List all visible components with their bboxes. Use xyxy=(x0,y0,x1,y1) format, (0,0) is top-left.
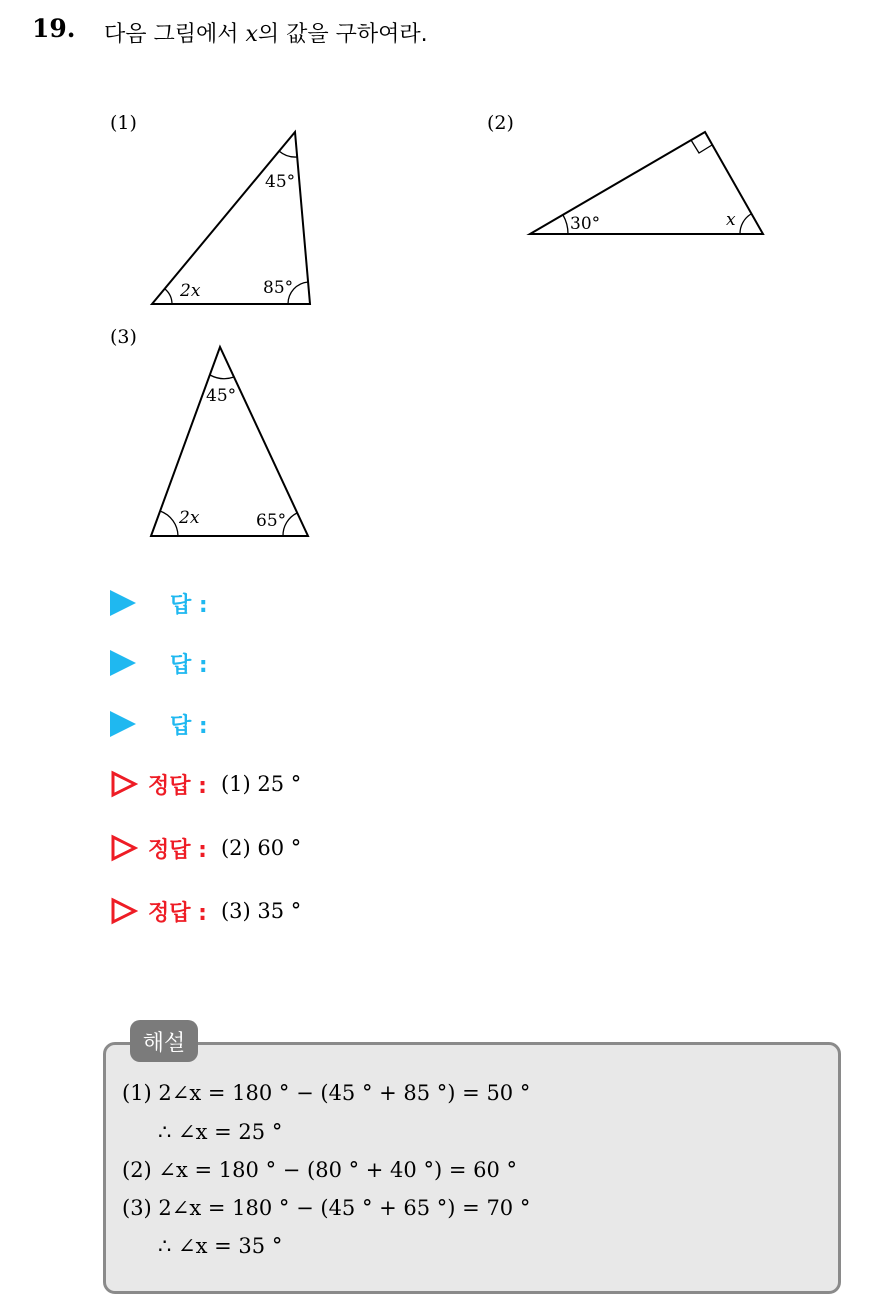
triangle-1-left-arc xyxy=(165,289,172,304)
triangle-3-shape xyxy=(151,347,308,536)
play-triangle-icon xyxy=(110,711,136,737)
triangle-1 xyxy=(152,132,310,304)
outline-triangle-icon xyxy=(110,897,138,925)
question-text-before: 다음 그림에서 xyxy=(104,22,246,47)
question-number: 19. xyxy=(32,14,76,43)
answer-label-3: 답 : xyxy=(170,713,208,739)
triangle-2-right-angle-mark xyxy=(691,140,712,153)
triangle-1-top-arc xyxy=(279,151,297,157)
play-triangle-icon xyxy=(110,590,136,616)
solution-line-2: ∴ ∠x = 25 ° xyxy=(158,1120,283,1144)
answer-label-1: 답 : xyxy=(170,592,208,618)
figure-1-label: (1) xyxy=(110,112,137,134)
correct-row-2 xyxy=(110,832,301,864)
solution-line-5: ∴ ∠x = 35 ° xyxy=(158,1234,283,1258)
correct-label-3: 정답 : xyxy=(148,900,207,926)
triangle-2-right-arc xyxy=(740,214,751,234)
question-text-after: 의 값을 구하여라. xyxy=(257,22,428,47)
solution-line-4: (3) 2∠x = 180 ° − (45 ° + 65 °) = 70 ° xyxy=(122,1196,531,1220)
answer-row-3[interactable] xyxy=(110,709,208,739)
correct-row-1 xyxy=(110,768,301,800)
question-variable: x xyxy=(245,22,258,47)
outline-triangle-icon xyxy=(110,834,138,862)
triangle-3-top-angle: 45° xyxy=(206,386,237,406)
play-triangle-icon xyxy=(110,650,136,676)
correct-value-2: (2) 60 ° xyxy=(220,836,302,860)
correct-row-3 xyxy=(110,895,301,927)
solution-tab: 해설 xyxy=(130,1020,198,1062)
correct-label-2: 정답 : xyxy=(148,837,207,863)
triangle-3-right-angle: 65° xyxy=(256,511,287,531)
triangle-3-left-angle: 2x xyxy=(179,508,200,528)
correct-value-3: (3) 35 ° xyxy=(220,899,302,923)
triangle-figures xyxy=(0,0,884,560)
triangle-2-left-arc xyxy=(563,215,568,234)
triangle-1-top-angle: 45° xyxy=(265,172,296,192)
triangle-3-top-arc xyxy=(210,375,234,379)
triangle-2-right-angle: x xyxy=(726,210,736,230)
solution-line-3: (2) ∠x = 180 ° − (80 ° + 40 °) = 60 ° xyxy=(122,1158,517,1182)
triangle-1-left-angle: 2x xyxy=(180,281,201,301)
correct-label-1: 정답 : xyxy=(148,773,207,799)
triangle-1-right-angle: 85° xyxy=(263,278,294,298)
triangle-2-left-angle: 30° xyxy=(570,214,601,234)
triangle-3 xyxy=(151,347,308,536)
figure-3-label: (3) xyxy=(110,326,137,348)
answer-row-1[interactable] xyxy=(110,588,208,618)
outline-triangle-icon xyxy=(110,770,138,798)
answer-label-2: 답 : xyxy=(170,652,208,678)
solution-line-1: (1) 2∠x = 180 ° − (45 ° + 85 °) = 50 ° xyxy=(122,1081,531,1105)
triangle-3-left-arc xyxy=(160,511,178,536)
correct-value-1: (1) 25 ° xyxy=(220,772,302,796)
answer-row-2[interactable] xyxy=(110,648,208,678)
triangle-2 xyxy=(530,132,763,234)
figure-2-label: (2) xyxy=(487,112,514,134)
